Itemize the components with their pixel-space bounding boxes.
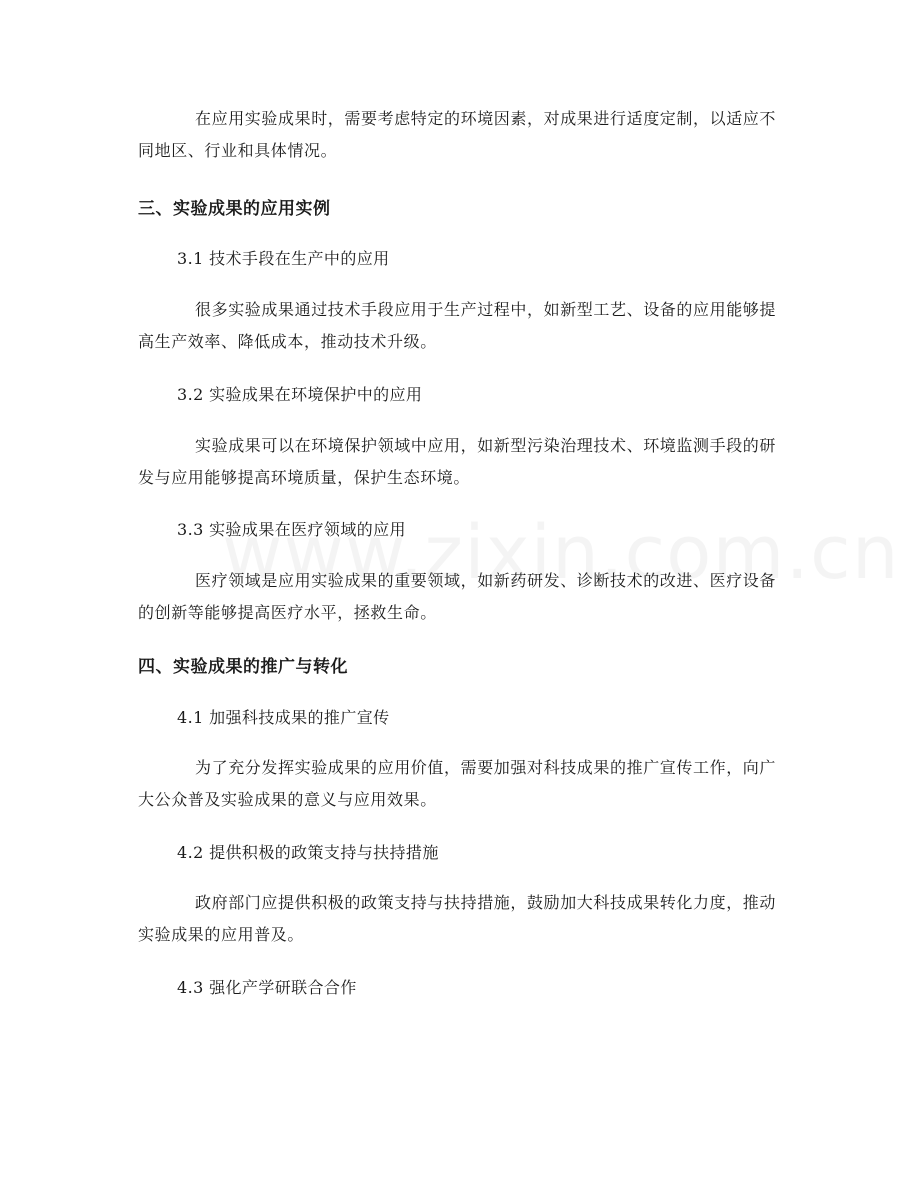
subheading-4-1: 4.1 加强科技成果的推广宣传 <box>177 708 390 727</box>
section-heading-3: 三、实验成果的应用实例 <box>138 199 331 219</box>
subheading-4-3: 4.3 强化产学研联合合作 <box>177 978 357 997</box>
subheading-3-1: 3.1 技术手段在生产中的应用 <box>177 249 390 268</box>
subheading-3-3: 3.3 实验成果在医疗领域的应用 <box>177 520 406 539</box>
paragraph-3-2: 实验成果可以在环境保护领域中应用，如新型污染治理技术、环境监测手段的研发与应用能够提高环境质量，保护生态环境。 <box>138 436 777 487</box>
paragraph-environment-factors: 在应用实验成果时，需要考虑特定的环境因素，对成果进行适度定制，以适应不同地区、行业和具体情况。 <box>138 109 777 160</box>
paragraph-3-3: 医疗领域是应用实验成果的重要领域，如新药研发、诊断技术的改进、医疗设备的创新等能够提高医疗水平，拯救生命。 <box>138 571 777 622</box>
paragraph-3-1: 很多实验成果通过技术手段应用于生产过程中，如新型工艺、设备的应用能够提高生产效率、降低成本，推动技术升级。 <box>138 300 777 351</box>
subheading-4-2: 4.2 提供积极的政策支持与扶持措施 <box>177 843 439 862</box>
subheading-3-2: 3.2 实验成果在环境保护中的应用 <box>177 385 423 404</box>
section-heading-4: 四、实验成果的推广与转化 <box>138 657 348 677</box>
paragraph-4-1: 为了充分发挥实验成果的应用价值，需要加强对科技成果的推广宣传工作，向广大公众普及实验成果的意义与应用效果。 <box>138 758 777 809</box>
paragraph-4-2: 政府部门应提供积极的政策支持与扶持措施，鼓励加大科技成果转化力度，推动实验成果的应用普及。 <box>138 893 777 944</box>
